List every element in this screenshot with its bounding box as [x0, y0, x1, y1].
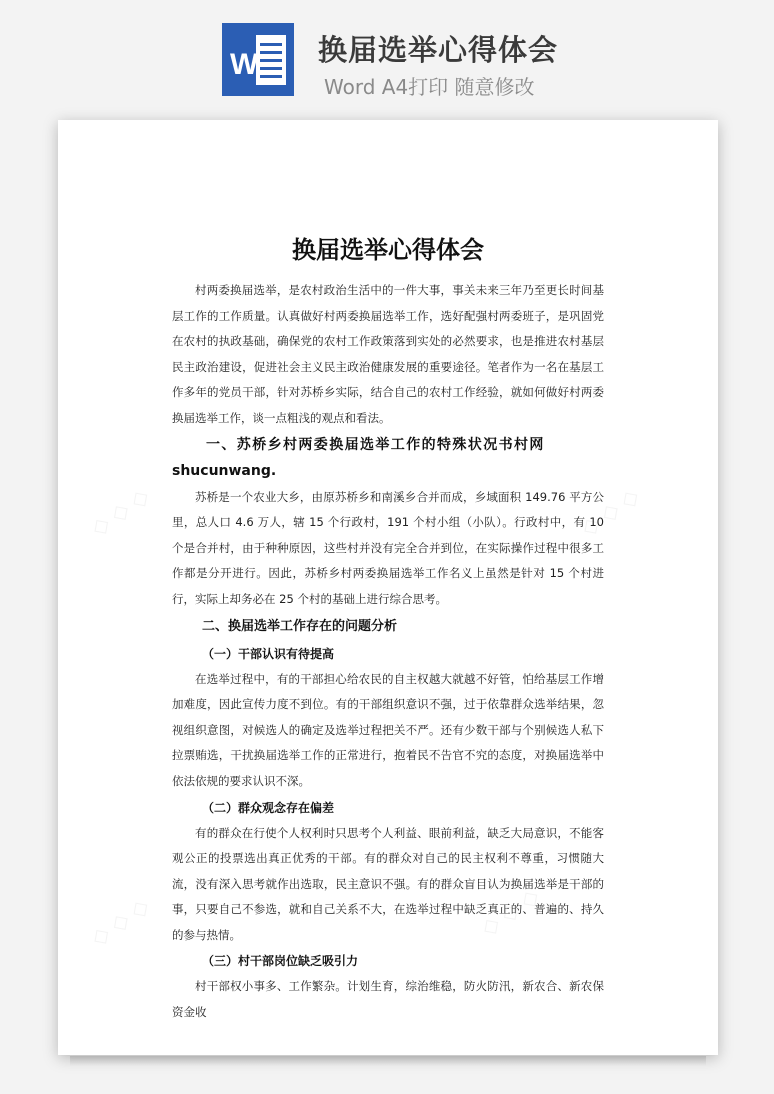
paragraph: 村干部权小事多、工作繁杂。计划生育，综治维稳，防火防汛，新农合、新农保资金收: [172, 979, 604, 1020]
paragraph: 在选举过程中，有的干部担心给农民的自主权越大就越不好管，怕给基层工作增加难度，因此宣传力度不到位。有的干部组织意识不强，过于依靠群众选举结果，忽视组织意图，对候选人的确定及选举过程把关不严。还有少数干部与个别候选人私下拉票贿选，干扰换届选举工作的正常进行，抱着民不告官不究的态度，对换届选举中依法依规的要求认识不深。: [172, 671, 604, 788]
section-heading: 二、换届选举工作存在的问题分析: [202, 618, 398, 634]
subsection-heading: （一）干部认识有待提高: [202, 646, 335, 661]
document-page: [58, 120, 718, 1055]
banner-title: 换届选举心得体会: [318, 33, 559, 67]
paragraph: 有的群众在行使个人权利时只思考个人利益、眼前利益，缺乏大局意识，不能客观公正的投票选出真正优秀的干部。有的群众对自己的民主权利不尊重，习惯随大流，没有深入思考就作出选取，民主意识不强。有的群众盲目认为换届选举是干部的事，只要自己不参选，就和自己关系不大，在选举过程中缺乏真正的、普遍的、持久的参与热情。: [172, 825, 604, 942]
document-body: [172, 278, 604, 1026]
paragraph: 苏桥是一个农业大乡，由原苏桥乡和南溪乡合并而成，乡域面积 149.76 平方公里，总人口 4.6 万人，辖 15 个行政村，191 个村小组（小队）。行政村中，有 10 个是合并村，由于种种原因，这些村并没有完全合并到位，在实际操作过程中很多工作都是分开进行。因此，苏桥乡村两委换届选举工作名义上虽然是针对 15 个村进行，实际上却务必在 25 个村的基础上进行综合思考。: [172, 489, 604, 606]
word-document-icon: [222, 23, 294, 96]
subsection-heading: （三）村干部岗位缺乏吸引力: [202, 954, 359, 969]
section-heading-continued: shucunwang.: [172, 462, 277, 479]
document-title: 换届选举心得体会: [292, 236, 484, 264]
subsection-heading: （二）群众观念存在偏差: [202, 800, 335, 815]
watermark: [87, 484, 154, 542]
section-heading: 一、苏桥乡村两委换届选举工作的特殊状况书村网: [206, 436, 545, 453]
header-banner: [0, 0, 774, 110]
word-logo-letter: W: [230, 48, 259, 81]
page-shadow: [70, 1056, 706, 1066]
paragraph: 村两委换届选举，是农村政治生活中的一件大事，事关未来三年乃至更长时间基层工作的工作质量。认真做好村两委换届选举工作，选好配强村两委班子，是巩固党在农村的执政基础，确保党的农村工作政策落到实处的必然要求，也是推进农村基层民主政治建设，促进社会主义民主政治健康发展的重要途径。笔者作为一名在基层工作多年的党员干部，针对苏桥乡实际，结合自己的农村工作经验，就如何做好村两委换届选举工作，谈一点粗浅的观点和看法。: [172, 283, 604, 425]
banner-subtitle: Word A4打印 随意修改: [324, 75, 535, 99]
watermark: [87, 894, 154, 952]
